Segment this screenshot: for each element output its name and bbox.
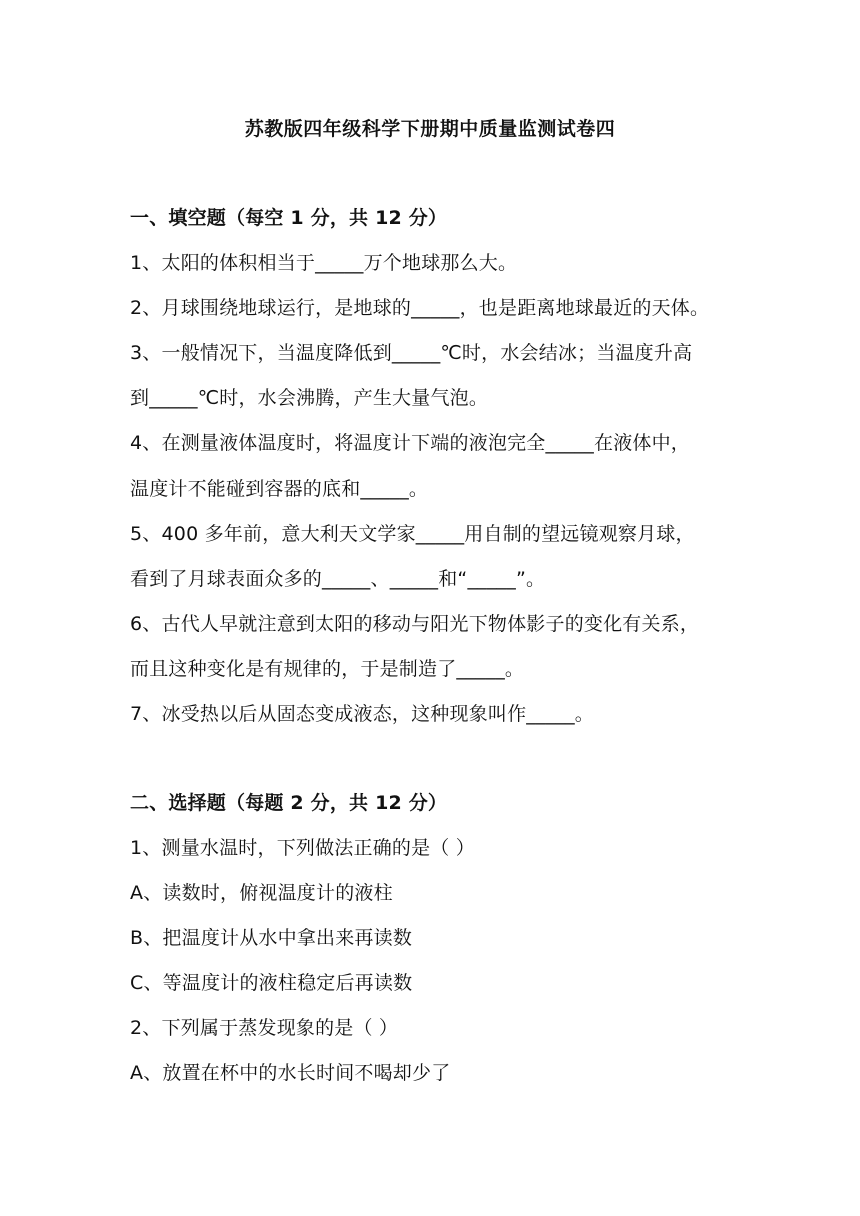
section-heading-multiple-choice: 二、选择题（每题 2 分，共 12 分） xyxy=(130,792,448,814)
question-line: 1、测量水温时，下列做法正确的是（ ） xyxy=(130,837,475,859)
question-line: 4、在测量液体温度时，将温度计下端的液泡完全_____在液体中， xyxy=(130,432,690,454)
choice-option: C、等温度计的液柱稳定后再读数 xyxy=(130,972,413,994)
question-line: 2、月球围绕地球运行，是地球的_____，也是距离地球最近的天体。 xyxy=(130,297,710,319)
question-line: 而且这种变化是有规律的，于是制造了_____。 xyxy=(130,658,525,680)
question-line: 6、古代人早就注意到太阳的移动与阳光下物体影子的变化有关系， xyxy=(130,613,700,635)
choice-option: A、放置在杯中的水长时间不喝却少了 xyxy=(130,1062,451,1084)
question-line: 温度计不能碰到容器的底和_____。 xyxy=(130,478,429,500)
question-line: 到_____℃时，水会沸腾，产生大量气泡。 xyxy=(130,387,489,409)
section-heading-fill-blank: 一、填空题（每空 1 分，共 12 分） xyxy=(130,207,448,229)
question-line: 3、一般情况下，当温度降低到_____℃时，水会结冰；当温度升高 xyxy=(130,342,693,364)
question-line: 看到了月球表面众多的_____、_____和“_____”。 xyxy=(130,568,546,590)
choice-option: A、读数时，俯视温度计的液柱 xyxy=(130,882,393,904)
question-line: 2、下列属于蒸发现象的是（ ） xyxy=(130,1017,399,1039)
question-line: 5、400 多年前，意大利天文学家_____用自制的望远镜观察月球， xyxy=(130,523,695,545)
question-line: 7、冰受热以后从固态变成液态，这种现象叫作_____。 xyxy=(130,703,594,725)
page-title: 苏教版四年级科学下册期中质量监测试卷四 xyxy=(244,118,616,140)
choice-option: B、把温度计从水中拿出来再读数 xyxy=(130,927,413,949)
question-line: 1、太阳的体积相当于_____万个地球那么大。 xyxy=(130,252,518,274)
